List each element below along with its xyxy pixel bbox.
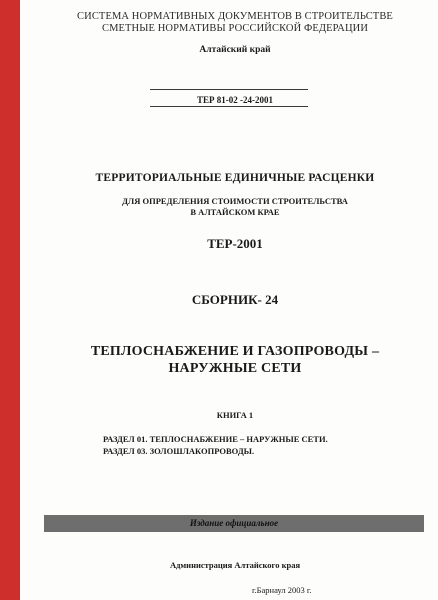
code-rule-bottom: [150, 106, 308, 107]
section-03: РАЗДЕЛ 03. ЗОЛОШЛАКОПРОВОДЫ.: [103, 446, 255, 456]
header-system-line: СИСТЕМА НОРМАТИВНЫХ ДОКУМЕНТОВ В СТРОИТЕЛЬСТВЕ: [77, 11, 393, 22]
section-01: РАЗДЕЛ 01. ТЕПЛОСНАБЖЕНИЕ – НАРУЖНЫЕ СЕТИ.: [103, 434, 328, 444]
book-label: КНИГА 1: [216, 410, 254, 420]
subtitle-line1: ДЛЯ ОПРЕДЕЛЕНИЯ СТОИМОСТИ СТРОИТЕЛЬСТВА: [122, 196, 348, 206]
publisher: Администрация Алтайского края: [169, 560, 301, 570]
red-side-bar: [0, 0, 20, 600]
official-edition-banner: Издание официальное: [44, 515, 424, 532]
document-code: ТЕР 81-02 -24-2001: [197, 95, 273, 105]
code-rule-top: [150, 89, 308, 90]
collection-label: СБОРНИК- 24: [191, 292, 279, 307]
city-year: г.Барнаул 2003 г.: [252, 585, 312, 595]
header-norms-line: СМЕТНЫЕ НОРМАТИВЫ РОССИЙСКОЙ ФЕДЕРАЦИИ: [101, 23, 369, 34]
subtitle-line2: В АЛТАЙСКОМ КРАЕ: [190, 207, 280, 217]
region-label: Алтайский край: [199, 45, 271, 55]
ter-label: ТЕР-2001: [207, 236, 263, 251]
collection-name-line1: ТЕПЛОСНАБЖЕНИЕ И ГАЗОПРОВОДЫ –: [90, 344, 380, 359]
main-title: ТЕРРИТОРИАЛЬНЫЕ ЕДИНИЧНЫЕ РАСЦЕНКИ: [95, 172, 375, 184]
collection-name-line2: НАРУЖНЫЕ СЕТИ: [168, 361, 302, 376]
